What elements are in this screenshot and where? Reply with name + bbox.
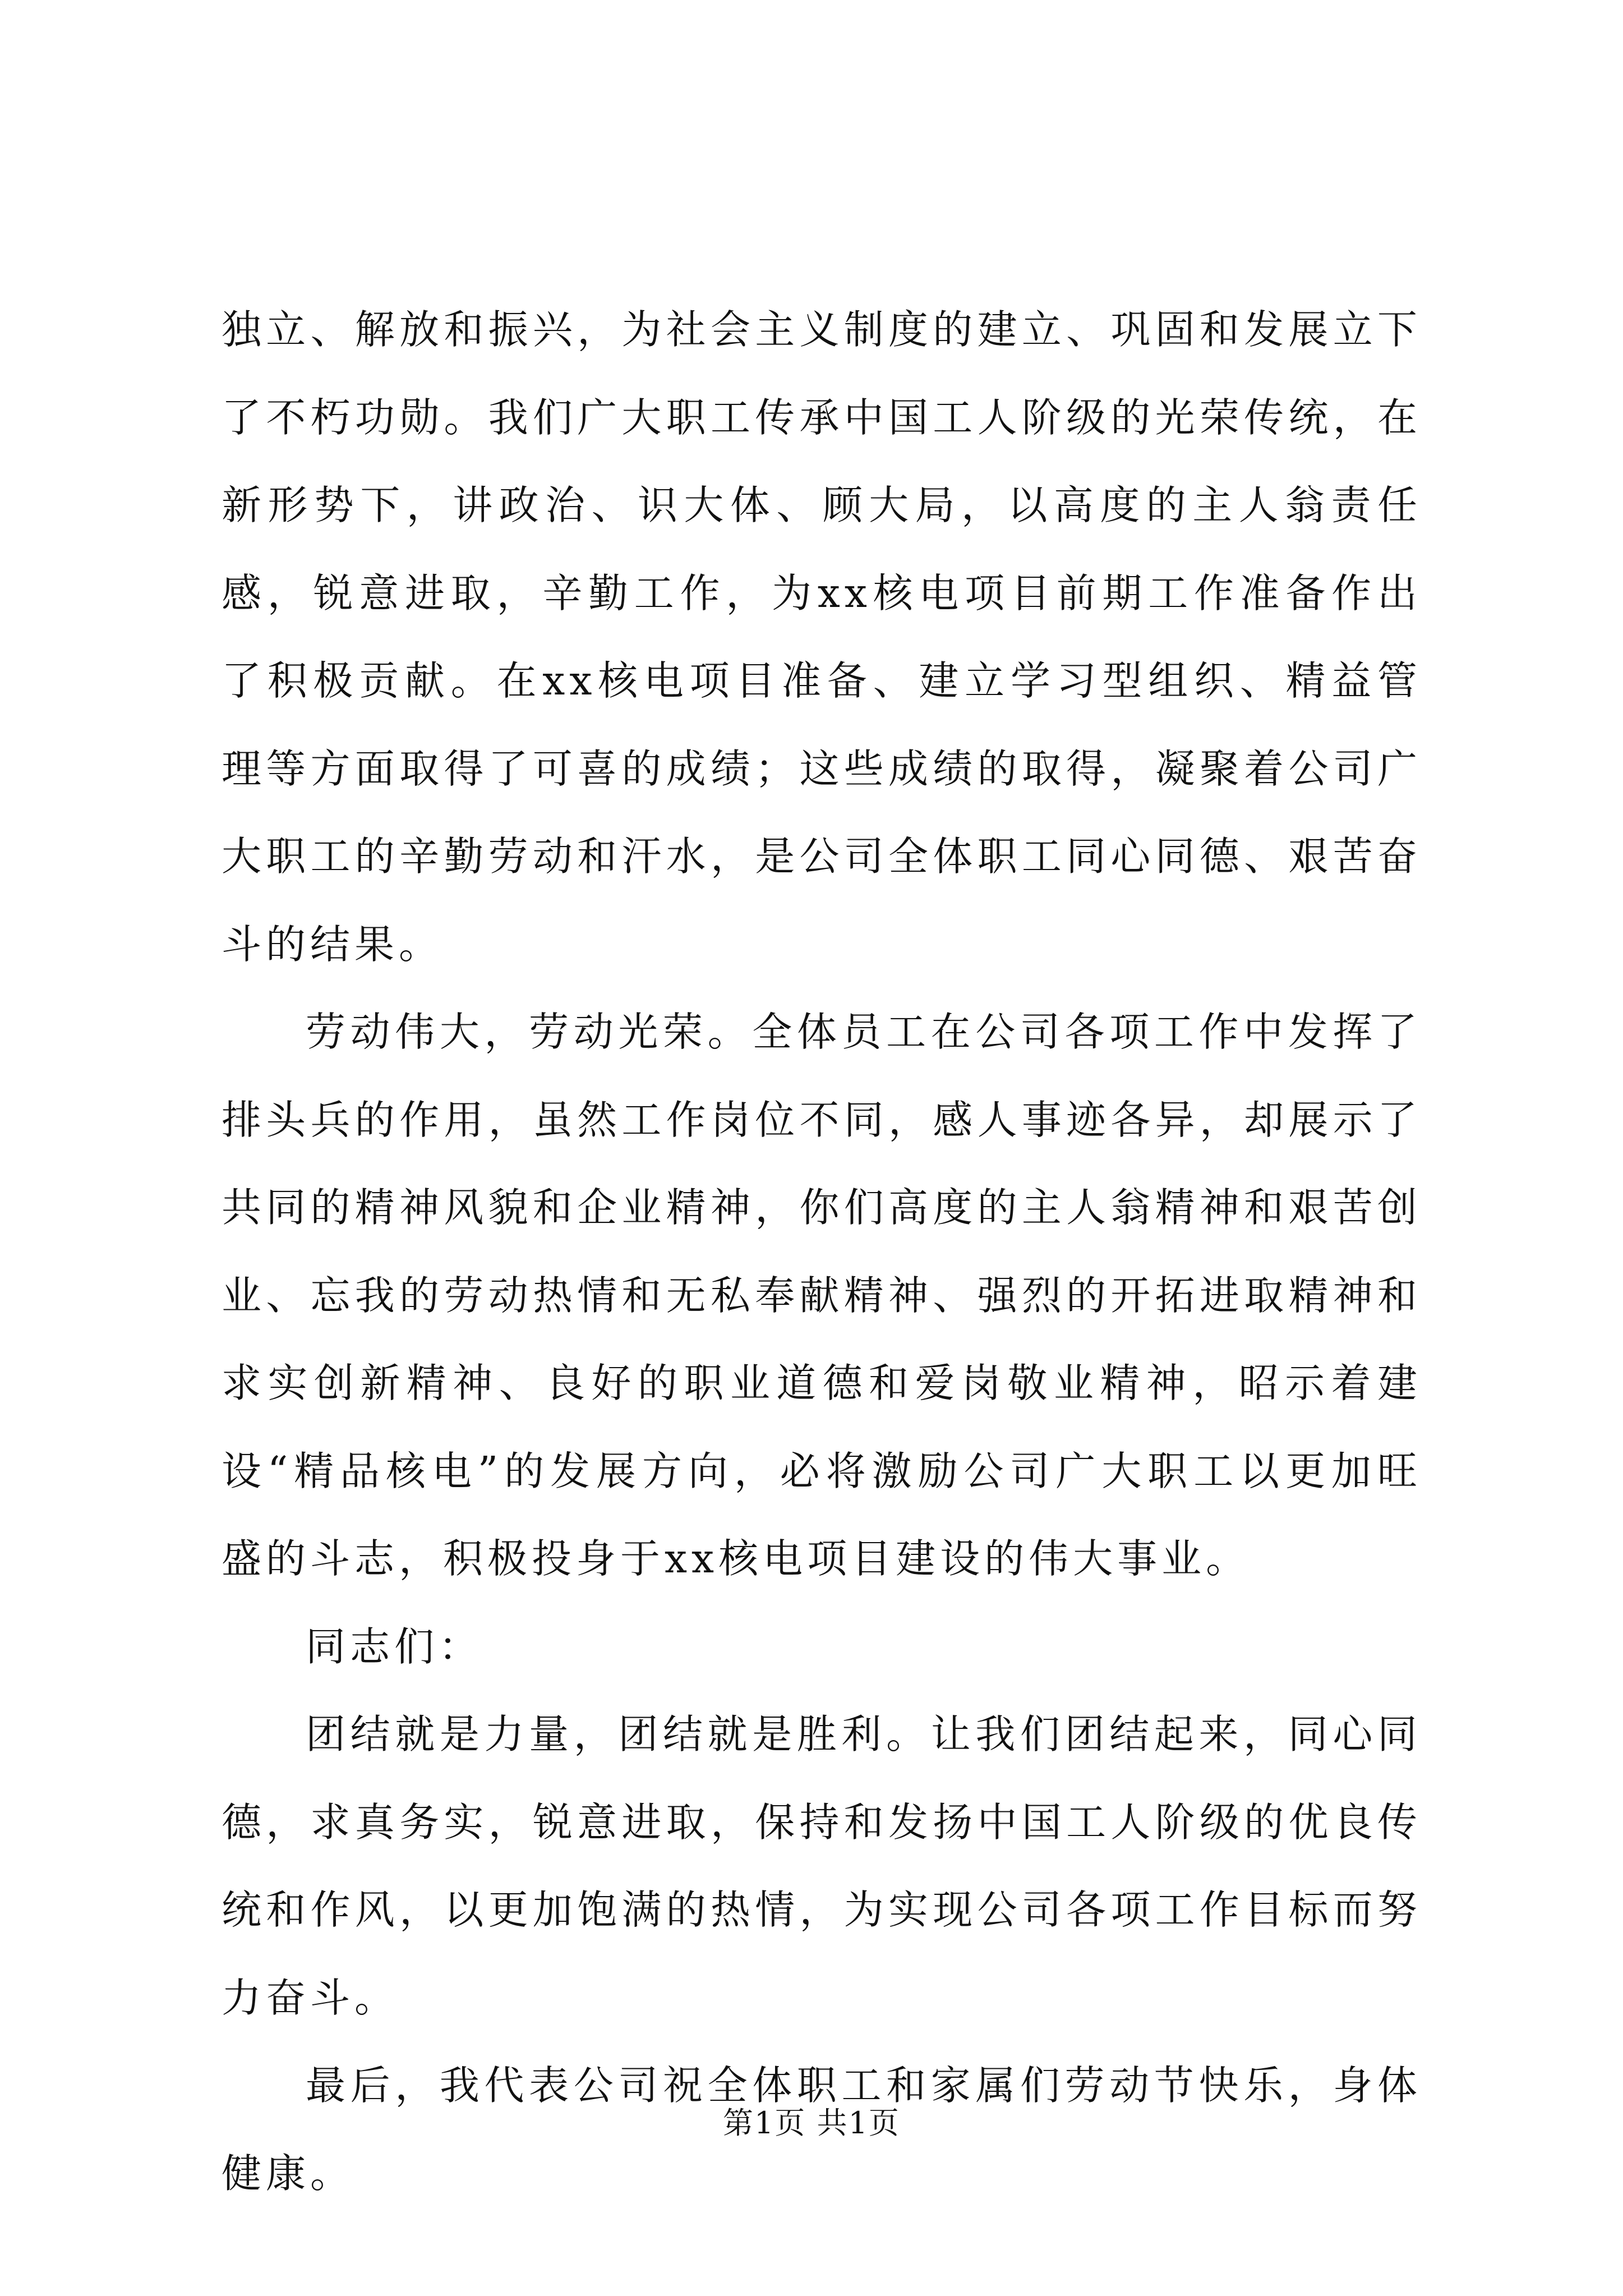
document-body	[222, 286, 1422, 2217]
paragraph-closing-wishes: 最后，我代表公司祝全体职工和家属们劳动节快乐，身体健康。	[222, 2062, 1422, 2197]
paragraph-labor-glory: 劳动伟大，劳动光荣。全体员工在公司各项工作中发挥了排头兵的作用，虽然工作岗位不同，感人事迹各异，却展示了共同的精神风貌和企业精神，你们高度的主人翁精神和艰苦创业、忘我的劳动热情和无私奉献精神、强烈的开拓进取精神和求实创新精神、良好的职业道德和爱岗敬业精神，昭示着建设“精品核电”的发展方向，必将激励公司广大职工以更加旺盛的斗志，积极投身于xx核电项目建设的伟大事业。	[222, 1009, 1422, 1582]
paragraph-salutation: 同志们：	[306, 1623, 483, 1670]
paragraph-unity: 团结就是力量，团结就是胜利。让我们团结起来，同心同德，求真务实，锐意进取，保持和发扬中国工人阶级的优良传统和作风，以更加饱满的热情，为实现公司各项工作目标而努力奋斗。	[222, 1711, 1422, 2021]
page-number-label: 第1页 共1页	[723, 2105, 900, 2141]
paragraph-continued: 独立、解放和振兴，为社会主义制度的建立、巩固和发展立下了不朽功勋。我们广大职工传承中国工人阶级的光荣传统，在新形势下，讲政治、识大体、顾大局，以高度的主人翁责任感，锐意进取，辛勤工作，为xx核电项目前期工作准备作出了积极贡献。在xx核电项目准备、建立学习型组织、精益管理等方面取得了可喜的成绩；这些成绩的取得，凝聚着公司广大职工的辛勤劳动和汗水，是公司全体职工同心同德、艰苦奋斗的结果。	[222, 306, 1422, 968]
page-footer	[0, 2104, 1623, 2143]
